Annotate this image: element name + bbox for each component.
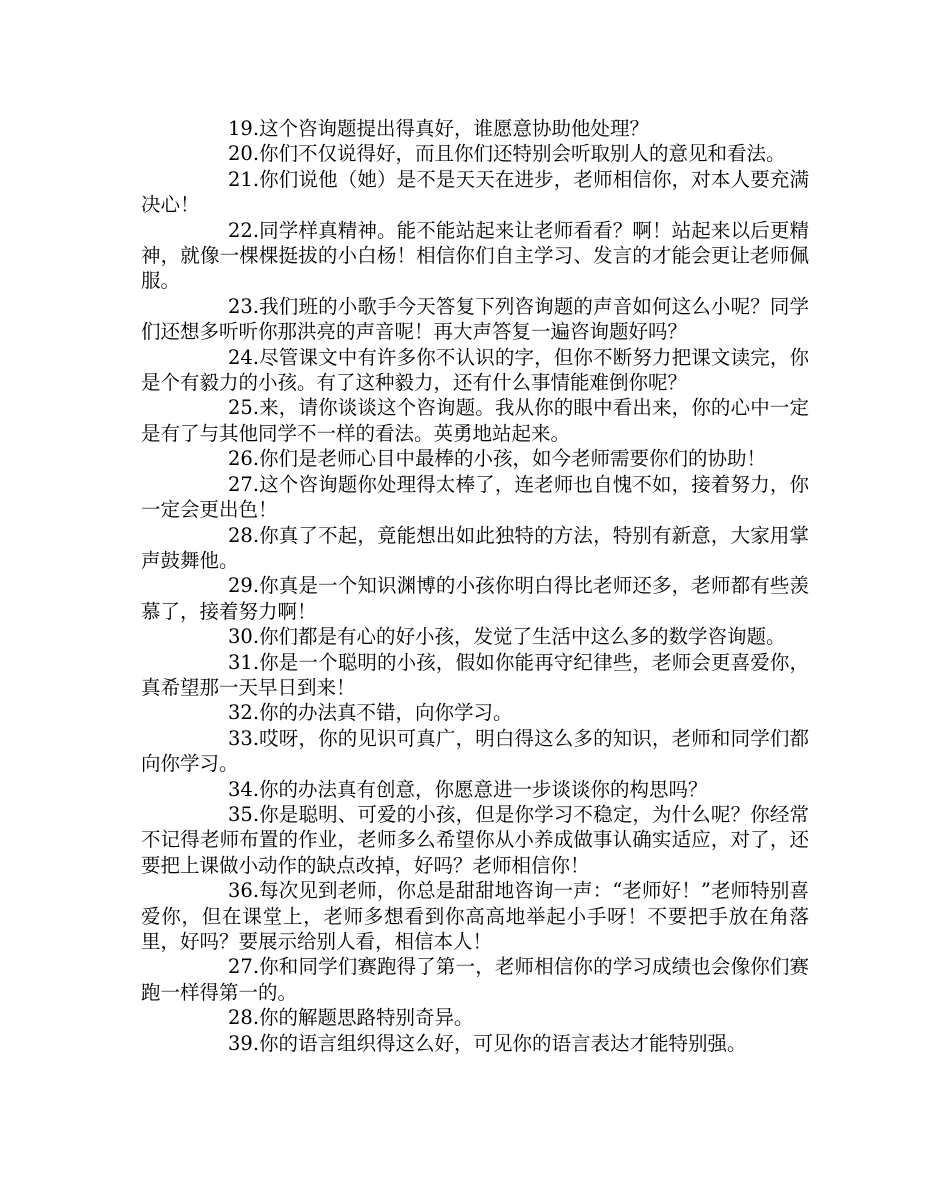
paragraph-35: 35.你是聪明、可爱的小孩，但是你学习不稳定，为什么呢？你经常不记得老师布置的作业，老师多么希望你从小养成做事认确实适应，对了，还要把上课做小动作的缺点改掉，好吗？老师相信你！	[141, 802, 809, 877]
paragraph-22: 22.同学样真精神。能不能站起来让老师看看？啊！站起来以后更精神，就像一棵棵挺拔的小白杨！相信你们自主学习、发言的才能会更让老师佩服。	[141, 218, 809, 293]
paragraph-21: 21.你们说他（她）是不是天天在进步，老师相信你，对本人要充满决心！	[141, 167, 809, 217]
paragraph-25: 25.来，请你谈谈这个咨询题。我从你的眼中看出来，你的心中一定是有了与其他同学不一样的看法。英勇地站起来。	[141, 396, 809, 445]
paragraph-27: 27.这个咨询题你处理得太棒了，连老师也自愧不如，接着努力，你一定会更出色！	[141, 472, 809, 522]
paragraph-23: 23.我们班的小歌手今天答复下列咨询题的声音如何这么小呢？同学们还想多听听你那洪亮的声音呢！再大声答复一遍咨询题好吗？	[141, 294, 809, 344]
paragraph-26: 26.你们是老师心目中最棒的小孩，如今老师需要你们的协助！	[228, 447, 767, 471]
paragraph-28: 28.你真了不起，竟能想出如此独特的方法，特别有新意，大家用掌声鼓舞他。	[141, 523, 809, 572]
document-body	[141, 116, 809, 1056]
paragraph-37: 27.你和同学们赛跑得了第一，老师相信你的学习成绩也会像你们赛跑一样得第一的。	[141, 955, 809, 1004]
paragraph-31: 31.你是一个聪明的小孩，假如你能再守纪律些，老师会更喜爱你，真希望那一天早日到来！	[141, 650, 809, 699]
paragraph-32: 32.你的办法真不错，向你学习。	[228, 701, 513, 725]
paragraph-33: 33.哎呀，你的见识可真广，明白得这么多的知识，老师和同学们都向你学习。	[141, 726, 809, 776]
paragraph-34: 34.你的办法真有创意，你愿意进一步谈谈你的构思吗？	[228, 777, 708, 801]
paragraph-19: 19.这个咨询题提出得真好，谁愿意协助他处理？	[228, 117, 650, 140]
paragraph-36: 36.每次见到老师，你总是甜甜地咨询一声：“老师好！”老师特别喜爱你，但在课堂上，老师多想看到你高高地举起小手呀！不要把手放在角落里，好吗？要展示给别人看，相信本人！	[141, 879, 809, 953]
paragraph-39: 39.你的语言组织得这么好，可见你的语言表达才能特别强。	[228, 1031, 747, 1055]
paragraph-30: 30.你们都是有心的好小孩，发觉了生活中这么多的数学咨询题。	[228, 625, 786, 649]
paragraph-24: 24.尽管课文中有许多你不认识的字，但你不断努力把课文读完，你是个有毅力的小孩。有了这种毅力，还有什么事情能难倒你呢？	[141, 345, 809, 395]
paragraph-38: 28.你的解题思路特别奇异。	[228, 1006, 474, 1030]
paragraph-29: 29.你真是一个知识渊博的小孩你明白得比老师还多，老师都有些羡慕了，接着努力啊！	[141, 574, 809, 623]
paragraph-20: 20.你们不仅说得好，而且你们还特别会听取别人的意见和看法。	[228, 142, 786, 166]
